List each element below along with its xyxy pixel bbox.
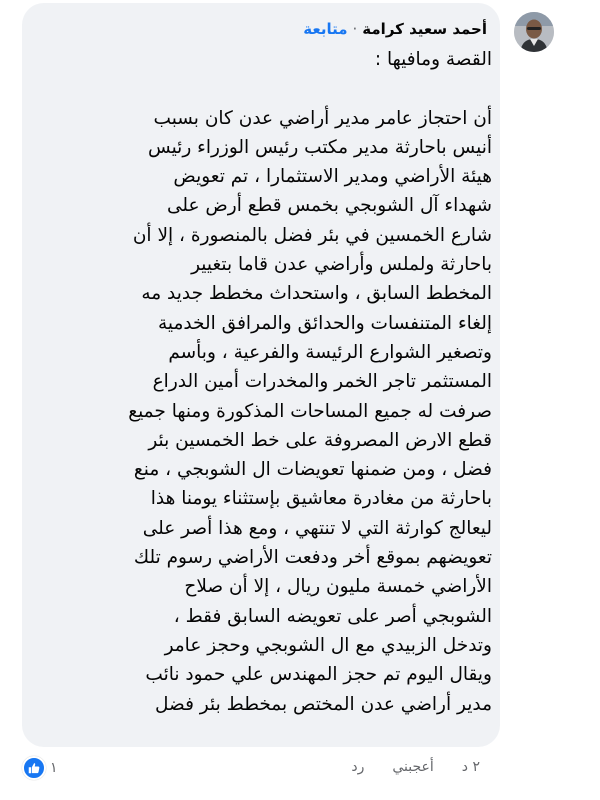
like-button[interactable]: أعجبني [392,759,434,775]
comment-author-name[interactable]: أحمد سعيد كرامة [362,20,487,38]
avatar-image [514,12,554,52]
comment-line: مدير أراضي عدن المختص بمخطط بئر فضل [155,693,492,715]
follow-button[interactable]: متابعة [303,20,348,38]
author-avatar[interactable] [514,12,554,52]
comment-line: صرفت له جميع المساحات المذكورة ومنها جميع [128,400,492,422]
comment-line: شارع الخمسين في بئر فضل بالمنصورة ، إلا أن [132,224,492,246]
comment-line: إلغاء المتنفسات والحدائق والمرافق الخدمية [157,312,492,334]
reply-button[interactable]: رد [351,759,365,775]
comment-line: شهداء آل الشوبجي بخمس قطع أرض على [166,195,492,217]
comment-line: باحارثة من مغادرة معاشيق بإستثناء يومنا هذا [150,488,492,510]
thumbs-up-icon [22,756,46,780]
comment-line: المستثمر تاجر الخمر والمخدرات أمين الدراع [152,371,492,393]
comment-line: فضل ، ومن ضمنها تعويضات ال الشوبجي ، منع [133,459,492,481]
comment-line: تعويضهم بموقع أخر ودفعت الأراضي رسوم تلك [133,547,492,569]
reaction-count: ١ [50,760,58,776]
comment-line: ويقال اليوم تم حجز المهندس علي حمود نائب [145,664,492,686]
comment-line: قطع الارض المصروفة على خط الخمسين بئر [148,429,492,451]
comment-timestamp[interactable]: ٢ د [461,759,480,775]
header-separator: · [352,20,358,38]
comment-line: المخطط السابق ، واستحداث مخطط جديد مه [141,283,492,305]
comment-line: وتدخل الزبيدي مع ال الشوبجي وحجز عامر [164,634,492,656]
comment-intro: القصة ومافيها : [374,49,492,70]
comment-line: أنيس باحارثة مدير مكتب رئيس الوزراء رئيس [148,136,492,158]
reaction-summary[interactable] [22,756,58,780]
comment-line: الأراضي خمسة مليون ريال ، إلا أن صلاح [184,576,492,598]
comment-line: أن احتجاز عامر مدير أراضي عدن كان بسبب [153,107,492,129]
comment-line: ليعالج كوارثة التي لا تنتهي ، ومع هذا أصر على [142,517,492,539]
comment-line: الشوبجي أصر على تعويضه السابق فقط ، [173,605,492,627]
comment-line: باحارثة ولملس وأراضي عدن قاما بتغيير [191,254,492,276]
comment-line: وتصغير الشوارع الرئيسة والفرعية ، وبأسم [168,341,492,363]
comment-actions [351,759,480,775]
paragraph-break [40,74,492,103]
comment-header [303,19,487,39]
comment-text [40,45,492,719]
comment-line: هيئة الأراضي ومدير الاستثمارا ، تم تعويض [173,166,492,188]
